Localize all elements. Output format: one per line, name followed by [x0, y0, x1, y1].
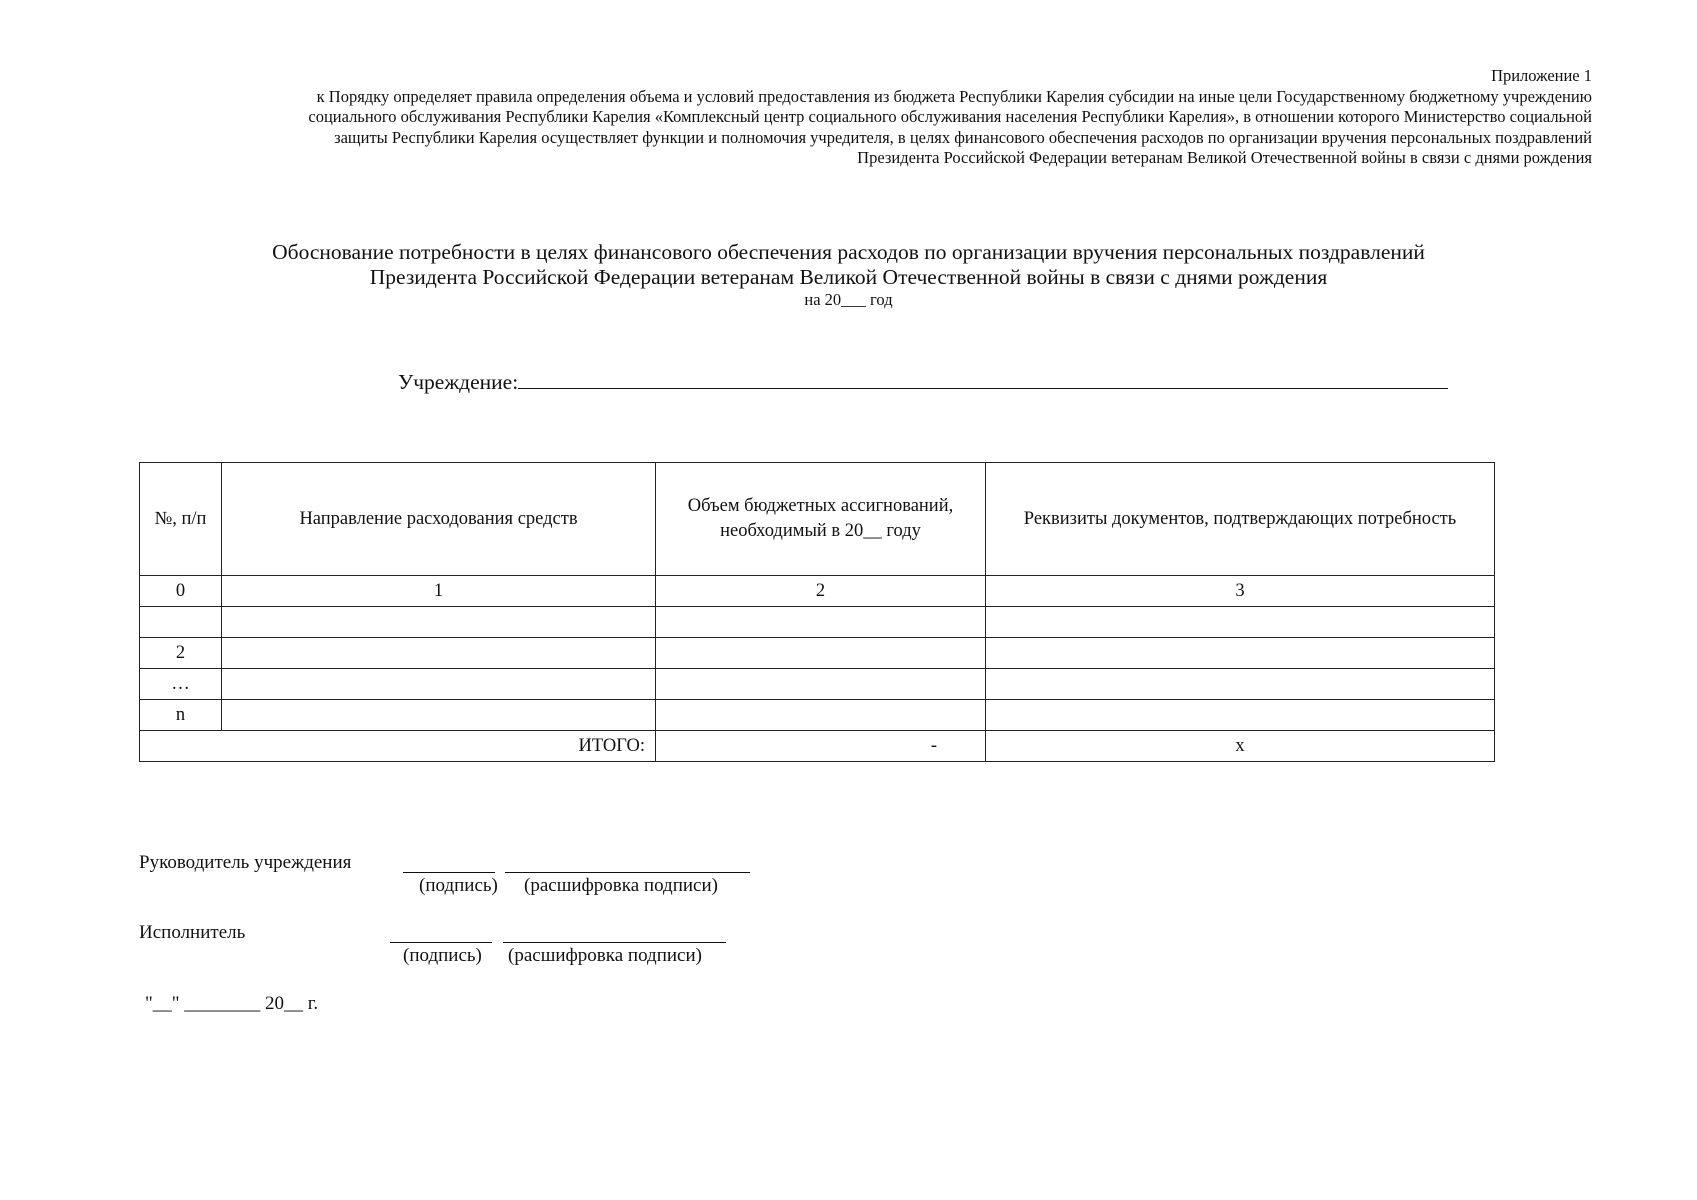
executor-decode-line[interactable]	[503, 942, 726, 943]
table-cell[interactable]	[656, 607, 986, 638]
table-cell: 2	[656, 576, 986, 607]
head-decode-hint: (расшифровка подписи)	[524, 875, 718, 896]
head-signature-label: Руководитель учреждения	[139, 852, 352, 873]
institution-blank-line[interactable]	[518, 368, 1448, 389]
date-field[interactable]: "__" ________ 20__ г.	[145, 993, 319, 1014]
table-row	[140, 607, 1495, 638]
table-total-row	[140, 731, 1495, 762]
total-label: ИТОГО:	[140, 731, 656, 762]
table-cell[interactable]	[656, 638, 986, 669]
header-docs: Реквизиты документов, подтверждающих потребность	[986, 463, 1495, 576]
header-direction: Направление расходования средств	[222, 463, 656, 576]
table-cell[interactable]	[222, 638, 656, 669]
title-line-1: Обоснование потребности в целях финансового обеспечения расходов по организации вручения персональных поздравлений	[272, 240, 1425, 264]
institution-field	[398, 368, 1448, 395]
title-year: на 20___ год	[804, 290, 893, 309]
table-cell[interactable]	[986, 607, 1495, 638]
table-row	[140, 700, 1495, 731]
table-cell[interactable]	[986, 638, 1495, 669]
table-cell[interactable]: 2	[140, 638, 222, 669]
table-cell[interactable]	[222, 607, 656, 638]
header-volume	[656, 463, 986, 576]
appendix-number: Приложение 1	[1491, 66, 1592, 85]
table-cell[interactable]	[140, 607, 222, 638]
head-signature-line[interactable]	[403, 872, 495, 873]
table-cell: 1	[222, 576, 656, 607]
title-line-2: Президента Российской Федерации ветеранам Великой Отечественной войны в связи с днями рождения	[369, 265, 1328, 289]
table-cell[interactable]	[222, 669, 656, 700]
total-docs: x	[986, 731, 1495, 762]
table-cell[interactable]	[222, 700, 656, 731]
table-cell[interactable]	[656, 669, 986, 700]
table-row	[140, 669, 1495, 700]
header-num: №, п/п	[140, 463, 222, 576]
institution-label: Учреждение:	[398, 370, 519, 394]
header-volume-line-1: Объем бюджетных ассигнований,	[687, 496, 954, 516]
table-cell: 0	[140, 576, 222, 607]
appendix-text-line: социального обслуживания Республики Карелия «Комплексный центр социального обслуживания населения Республики Карелия», в отношении которого Министерство социальной	[308, 107, 1592, 126]
table-header-row	[140, 463, 1495, 576]
table-row	[140, 638, 1495, 669]
appendix-text-line: к Порядку определяет правила определения объема и условий предоставления из бюджета Республики Карелия субсидии на иные цели Государственному бюджетному учреждению	[316, 86, 1592, 106]
budget-table	[139, 462, 1495, 762]
appendix-text-line: Президента Российской Федерации ветеранам Великой Отечественной войны в связи с днями рождения	[857, 148, 1592, 167]
table-cell[interactable]: n	[140, 700, 222, 731]
head-sign-hint: (подпись)	[419, 875, 498, 896]
appendix-text-line: защиты Республики Карелия осуществляет функции и полномочия учредителя, в целях финансового обеспечения расходов по организации вручения персональных поздравлений	[334, 127, 1592, 147]
table-cell[interactable]	[986, 700, 1495, 731]
table-cell: 3	[986, 576, 1495, 607]
document-title	[0, 240, 1697, 310]
appendix-header	[172, 66, 1592, 169]
executor-decode-hint: (расшифровка подписи)	[508, 945, 702, 966]
executor-sign-hint: (подпись)	[403, 945, 482, 966]
head-decode-line[interactable]	[505, 872, 750, 873]
executor-signature-label: Исполнитель	[139, 922, 246, 943]
total-value: -	[656, 731, 986, 762]
table-cell[interactable]	[656, 700, 986, 731]
header-volume-line-2: необходимый в 20__ году	[720, 521, 921, 541]
table-index-row	[140, 576, 1495, 607]
executor-signature-line[interactable]	[390, 942, 492, 943]
table-cell[interactable]: …	[140, 669, 222, 700]
table-cell[interactable]	[986, 669, 1495, 700]
